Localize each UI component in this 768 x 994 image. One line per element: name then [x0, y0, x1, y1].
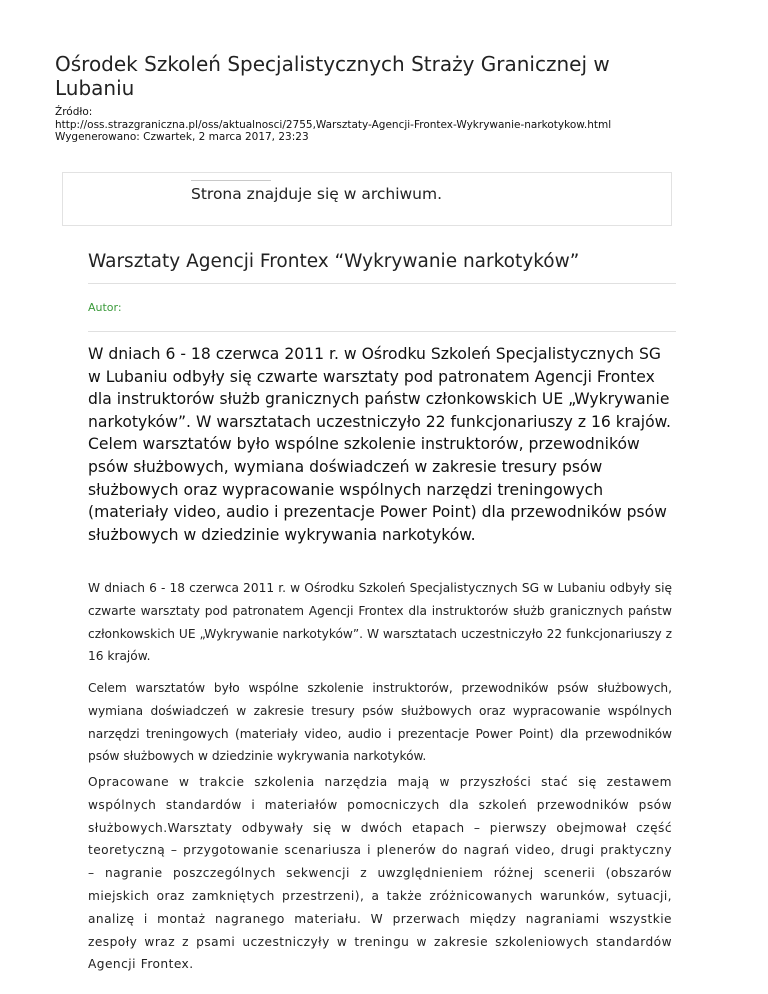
- article-title: Warsztaty Agencji Frontex “Wykrywanie narkotyków”: [88, 251, 580, 272]
- author-divider: [88, 331, 676, 332]
- archive-notice: Strona znajduje się w archiwum.: [191, 185, 443, 203]
- article-paragraph-2: Celem warsztatów było wspólne szkolenie instruktorów, przewodników psów służbowych, wymiana doświadczeń w zakresie tresury psów służbowych oraz wypracowanie wspólnych narzędzi treningowych (materiały video, audio i prezentacje Power Point) dla przewodników psów służbowych w dziedzinie wykrywania narkotyków.: [88, 681, 672, 764]
- article-lead: W dniach 6 - 18 czerwca 2011 r. w Ośrodku Szkoleń Specjalistycznych SG w Lubaniu odbyły się czwarte warsztaty pod patronatem Agencji Frontex dla instruktorów służb granicznych państw członkowskich UE „Wykrywanie narkotyków”. W warsztatach uczestniczyło 22 funkcjonariuszy z 16 krajów. Celem warsztatów było wspólne szkolenie instruktorów, przewodników psów służbowych, wymiana doświadczeń w zakresie tresury psów służbowych oraz wypracowanie wspólnych narzędzi treningowych (materiały video, audio i prezentacje Power Point) dla przewodników psów służbowych w dziedzinie wykrywania narkotyków.: [88, 345, 671, 544]
- archive-notice-box: [62, 172, 672, 226]
- title-divider: [88, 283, 676, 284]
- article-paragraph-1: W dniach 6 - 18 czerwca 2011 r. w Ośrodku Szkoleń Specjalistycznych SG w Lubaniu odbyły się czwarte warsztaty pod patronatem Agencji Frontex dla instruktorów służb granicznych państw członkowskich UE „Wykrywanie narkotyków”. W warsztatach uczestniczyło 22 funkcjonariuszy z 16 krajów.: [88, 581, 672, 664]
- site-title: Ośrodek Szkoleń Specjalistycznych Straży Granicznej w Lubaniu: [55, 52, 610, 100]
- archive-divider: [191, 180, 271, 181]
- article-paragraph-3: Opracowane w trakcie szkolenia narzędzia mają w przyszłości stać się zestawem wspólnych standardów i materiałów pomocniczych dla szkoleń przewodników psów służbowych.Warsztaty odbywały się w dwóch etapach – pierwszy obejmował część teoretyczną – przygotowanie scenariusza i plenerów do nagrań video, drugi praktyczny – nagranie poszczególnych sekwencji z uwzględnieniem różnej scenerii (obszarów miejskich oraz zamkniętych przestrzeni), a także zróżnicowanych warunków, sytuacji, analizę i montaż nagranego materiału. W przerwach między nagraniami wszystkie zespoły wraz z psami uczestniczyły w treningu w zakresie szkoleniowych standardów Agencji Frontex.: [88, 775, 672, 972]
- source-label: Źródło:: [55, 106, 93, 118]
- source-url[interactable]: http://oss.strazgraniczna.pl/oss/aktualnosci/2755,Warsztaty-Agencji-Frontex-Wykrywanie-narkotykow.html: [55, 118, 612, 131]
- generated-timestamp: Wygenerowano: Czwartek, 2 marca 2017, 23:23: [55, 131, 309, 143]
- author-label: Autor:: [88, 301, 122, 314]
- source-meta: [55, 106, 755, 144]
